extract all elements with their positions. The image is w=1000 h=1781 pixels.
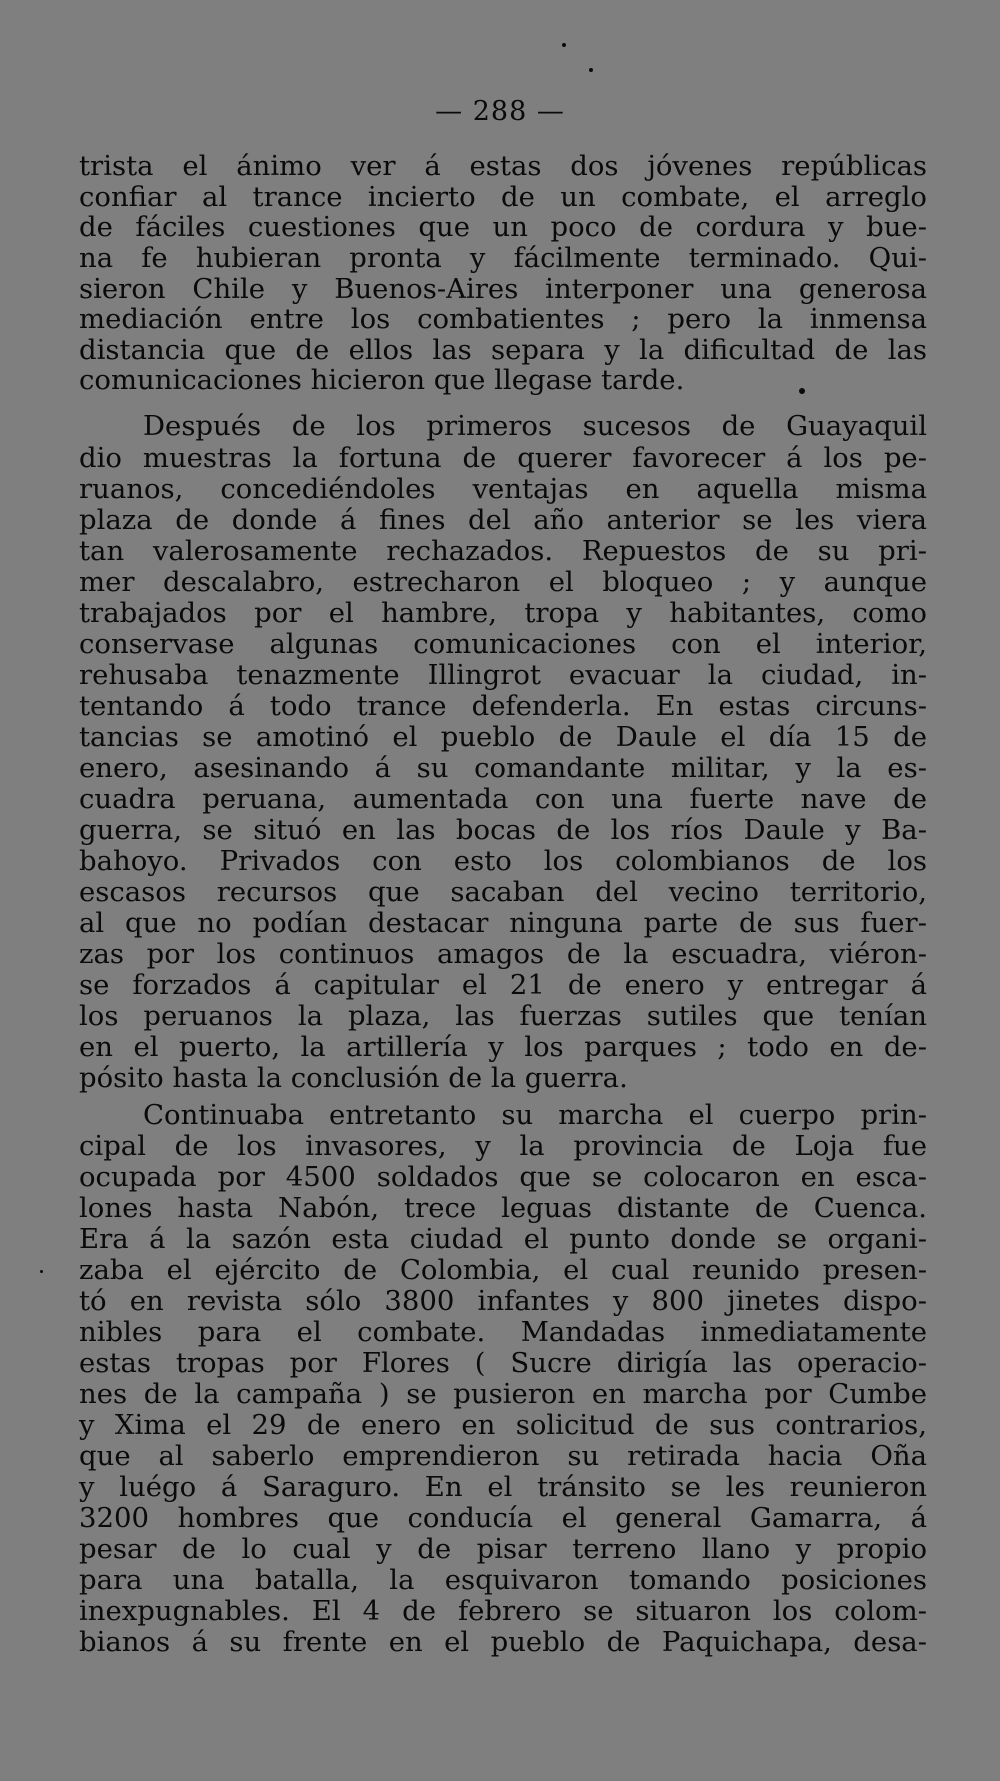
text-line: ocupada por 4500 soldados que se colocaron en esca-	[79, 1161, 927, 1193]
text-line: guerra, se situó en las bocas de los ríos Daule y Ba-	[79, 814, 927, 846]
scan-speck	[589, 68, 593, 72]
text-line: Continuaba entretanto su marcha el cuerpo prin-	[143, 1099, 927, 1131]
text-line: conservase algunas comunicaciones con el interior,	[79, 628, 927, 660]
text-line: estas tropas por Flores ( Sucre dirigía las operacio-	[79, 1347, 927, 1379]
text-line: que al saberlo emprendieron su retirada hacia Oña	[79, 1440, 927, 1472]
text-line: dio muestras la fortuna de querer favorecer á los pe-	[79, 442, 927, 474]
text-line: tó en revista sólo 3800 infantes y 800 jinetes dispo-	[79, 1285, 927, 1317]
text-line: 3200 hombres que conducía el general Gamarra, á	[79, 1502, 927, 1534]
text-line: tan valerosamente rechazados. Repuestos de su pri-	[79, 535, 927, 567]
scan-speck	[562, 43, 566, 47]
text-line: al que no podían destacar ninguna parte de sus fuer-	[79, 907, 927, 939]
text-line: trabajados por el hambre, tropa y habitantes, como	[79, 597, 927, 629]
text-line: sieron Chile y Buenos-Aires interponer una generosa	[79, 273, 927, 305]
text-line: zas por los continuos amagos de la escuadra, viéron-	[79, 938, 927, 970]
text-line: inexpugnables. El 4 de febrero se situaron los colom-	[79, 1595, 927, 1627]
text-line: de fáciles cuestiones que un poco de cordura y bue-	[79, 211, 927, 243]
text-line: se forzados á capitular el 21 de enero y entregar á	[79, 969, 927, 1001]
text-line: lones hasta Nabón, trece leguas distante de Cuenca.	[79, 1192, 927, 1224]
text-line: bahoyo. Privados con esto los colombianos de los	[79, 845, 927, 877]
text-line: rehusaba tenazmente Illingrot evacuar la ciudad, in-	[79, 659, 927, 691]
text-line: comunicaciones hicieron que llegase tarde.	[79, 364, 685, 396]
text-line: pesar de lo cual y de pisar terreno llano y propio	[79, 1533, 927, 1565]
text-line: tancias se amotinó el pueblo de Daule el día 15 de	[79, 721, 927, 753]
page-number: — 288 —	[435, 96, 565, 127]
text-line: para una batalla, la esquivaron tomando posiciones	[79, 1564, 927, 1596]
text-line: cuadra peruana, aumentada con una fuerte nave de	[79, 783, 927, 815]
text-line: enero, asesinando á su comandante militar, y la es-	[79, 752, 927, 784]
scan-speck	[40, 1270, 43, 1273]
text-line: zaba el ejército de Colombia, el cual reunido presen-	[79, 1254, 927, 1286]
text-line: ruanos, concediéndoles ventajas en aquella misma	[79, 473, 927, 505]
text-line: Después de los primeros sucesos de Guayaquil	[143, 410, 927, 442]
text-line: en el puerto, la artillería y los parques ; todo en de-	[79, 1031, 927, 1063]
text-line: los peruanos la plaza, las fuerzas sutiles que tenían	[79, 1000, 927, 1032]
scan-speck	[799, 388, 805, 394]
text-line: mediación entre los combatientes ; pero la inmensa	[79, 303, 927, 335]
text-line: nes de la campaña ) se pusieron en marcha por Cumbe	[79, 1378, 927, 1410]
text-line: nibles para el combate. Mandadas inmediatamente	[79, 1316, 927, 1348]
text-line: trista el ánimo ver á estas dos jóvenes repúblicas	[79, 150, 927, 182]
text-line: tentando á todo trance defenderla. En estas circuns-	[79, 690, 927, 722]
text-line: bianos á su frente en el pueblo de Paquichapa, desa-	[79, 1626, 927, 1658]
text-line: escasos recursos que sacaban del vecino territorio,	[79, 876, 927, 908]
text-line: cipal de los invasores, y la provincia de Loja fue	[79, 1130, 927, 1162]
text-line: na fe hubieran pronta y fácilmente terminado. Qui-	[79, 242, 927, 274]
text-line: y luégo á Saraguro. En el tránsito se les reunieron	[79, 1471, 927, 1503]
text-line: Era á la sazón esta ciudad el punto donde se organi-	[79, 1223, 927, 1255]
text-line: distancia que de ellos las separa y la dificultad de las	[79, 334, 927, 366]
text-line: y Xima el 29 de enero en solicitud de sus contrarios,	[79, 1409, 927, 1441]
text-line: plaza de donde á fines del año anterior se les viera	[79, 504, 927, 536]
text-line: mer descalabro, estrecharon el bloqueo ; y aunque	[79, 566, 927, 598]
text-line: pósito hasta la conclusión de la guerra.	[79, 1062, 628, 1094]
text-line: confiar al trance incierto de un combate, el arreglo	[79, 181, 927, 213]
